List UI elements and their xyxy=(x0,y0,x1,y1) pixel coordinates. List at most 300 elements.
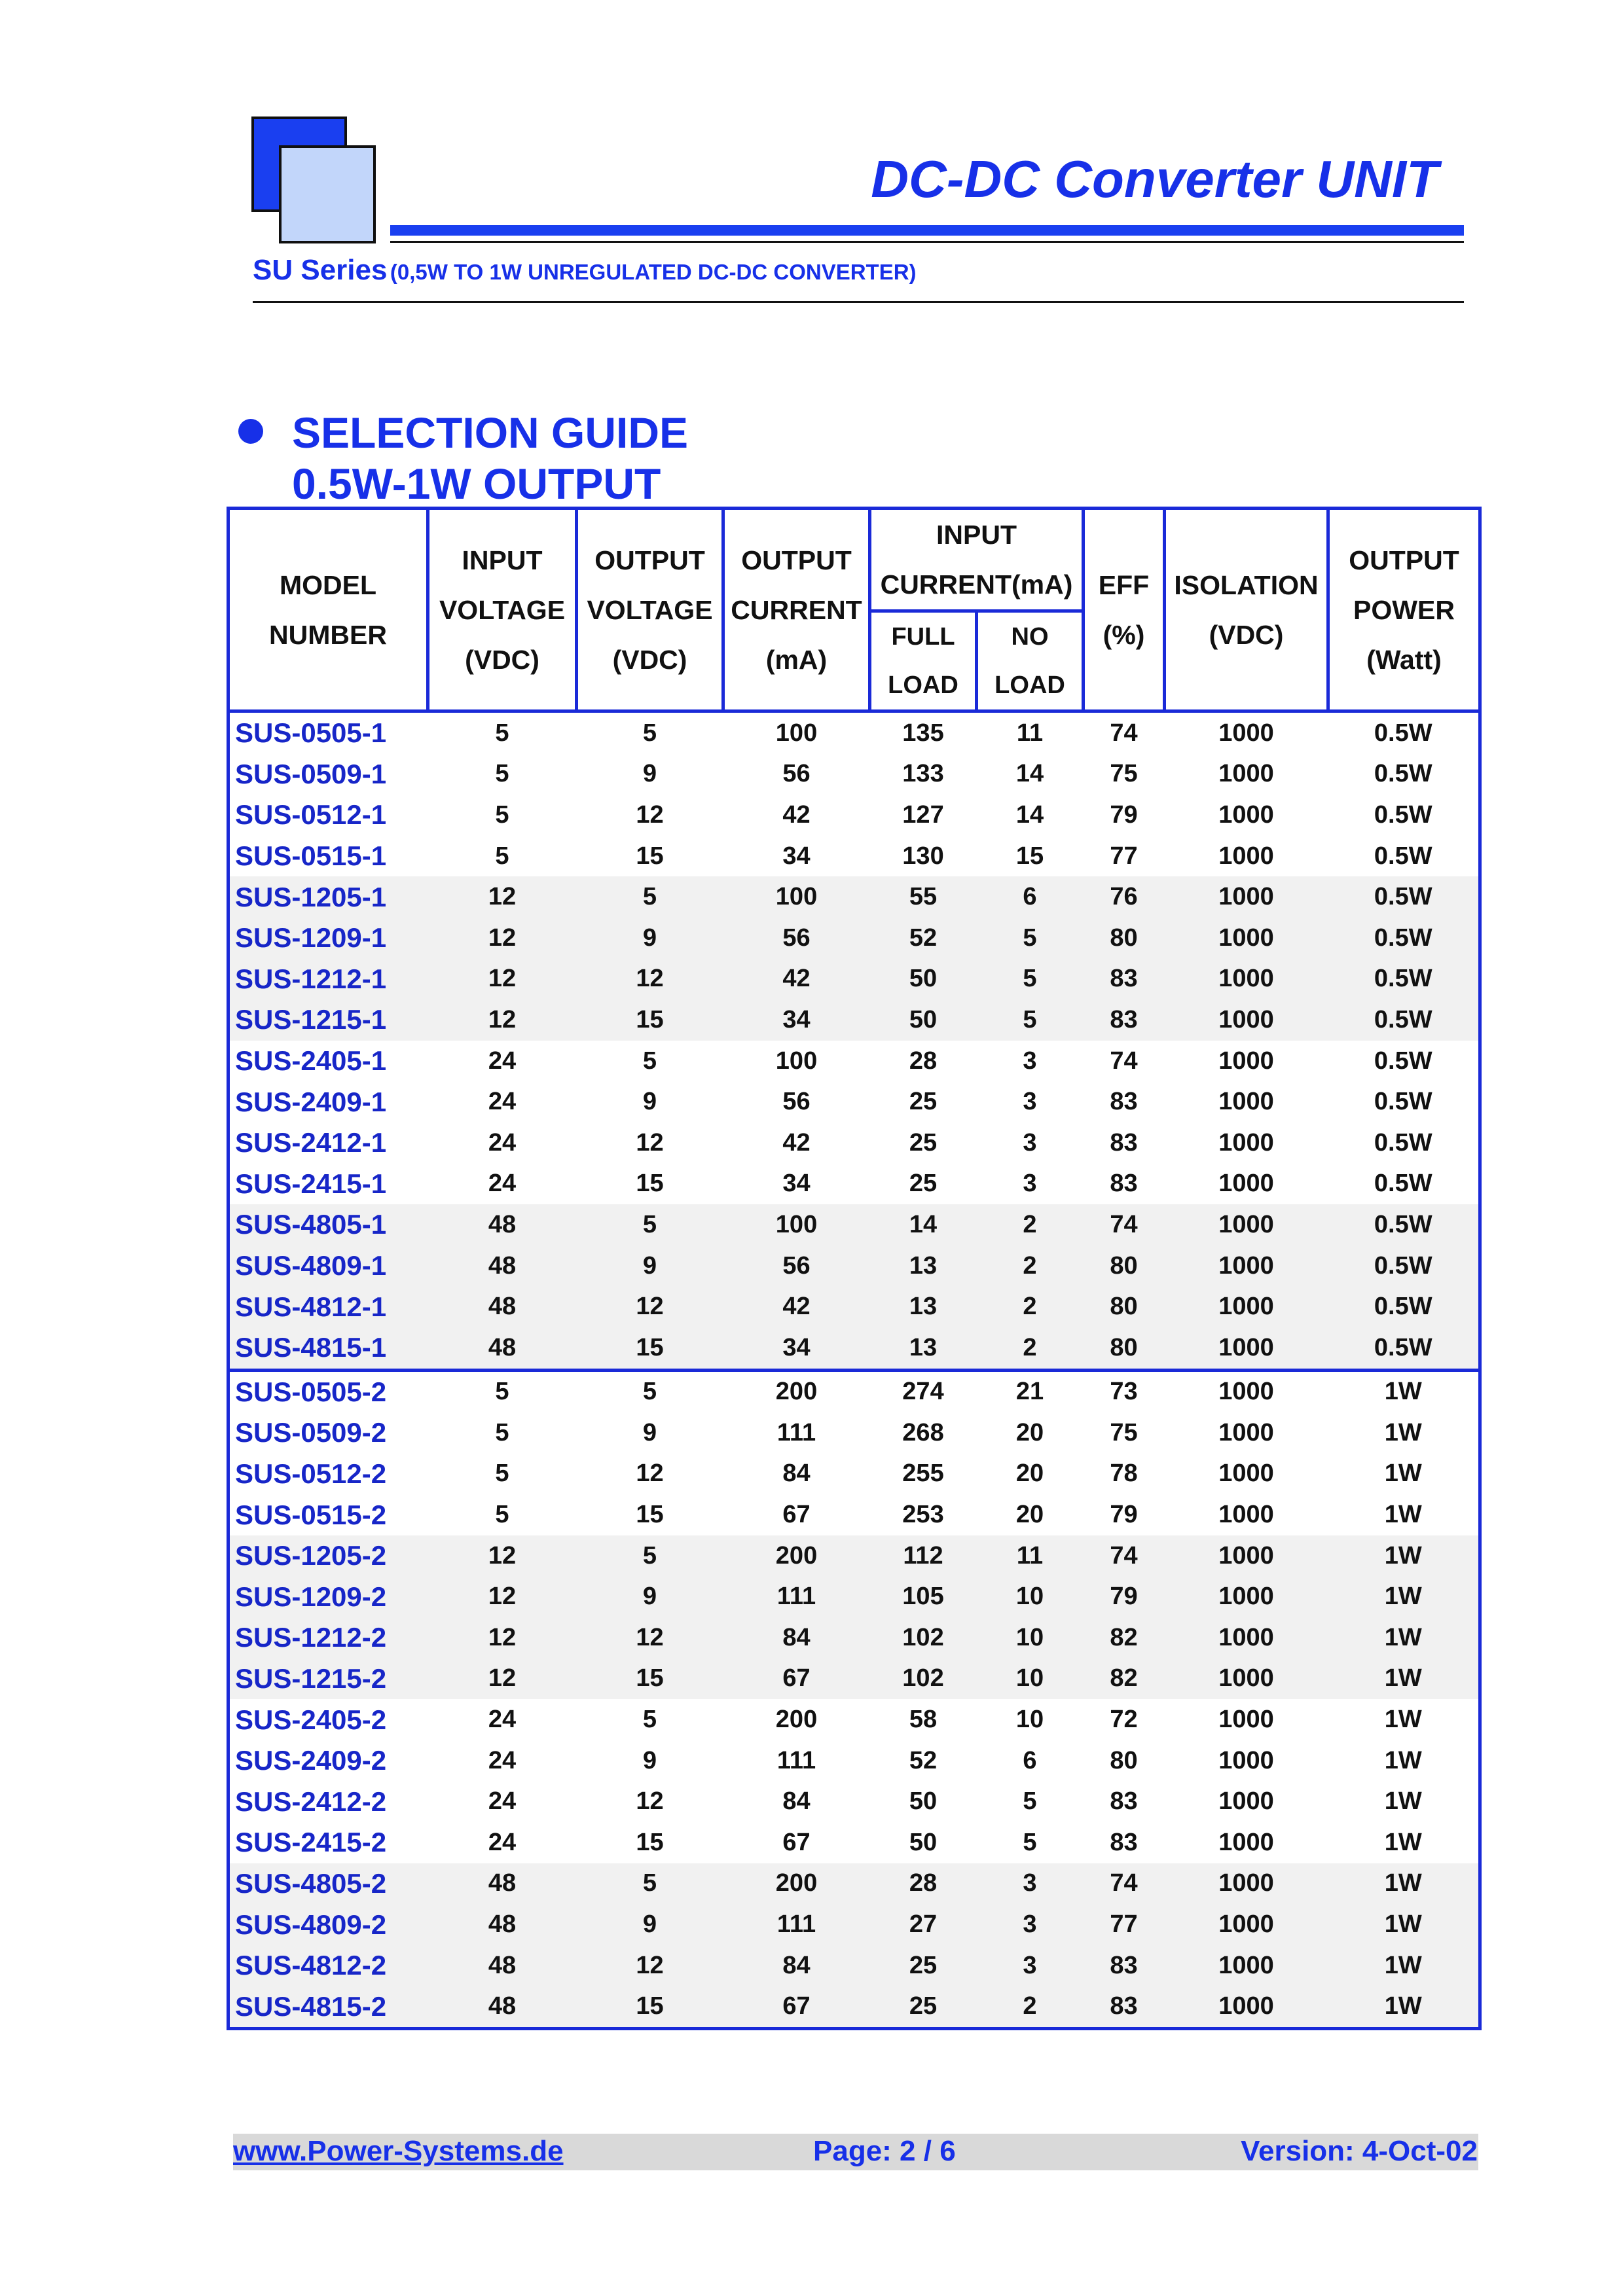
cell-output-power: 1W xyxy=(1328,1945,1480,1986)
cell-no-load-current: 5 xyxy=(977,959,1084,1000)
cell-output-current: 34 xyxy=(782,842,811,870)
cell-no-load-current: 2 xyxy=(977,1986,1084,2028)
cell-isolation: 1000 xyxy=(1218,1706,1274,1734)
cell-efficiency: 83 xyxy=(1084,1945,1165,1986)
cell-input-voltage: 24 xyxy=(488,1088,517,1116)
cell-output-voltage: 15 xyxy=(636,842,664,870)
table-row xyxy=(228,1204,1480,1246)
cell-model: SUS-0505-2 xyxy=(235,1376,387,1407)
cell-model: SUS-1205-2 xyxy=(228,1535,428,1577)
cell-no-load-current: 6 xyxy=(1023,1746,1037,1774)
header-efficiency: EFF (%) xyxy=(1084,509,1165,711)
header-no-load: NO LOAD xyxy=(977,611,1084,711)
table-row xyxy=(228,795,1480,836)
cell-model: SUS-1209-2 xyxy=(228,1576,428,1617)
table-row xyxy=(228,1863,1480,1905)
cell-output-power: 0.5W xyxy=(1374,1170,1432,1198)
cell-model: SUS-4812-2 xyxy=(228,1945,428,1986)
cell-no-load-current: 10 xyxy=(1015,1706,1044,1734)
cell-output-power: 0.5W xyxy=(1374,760,1432,788)
cell-full-load-current: 50 xyxy=(870,999,977,1041)
cell-no-load-current: 3 xyxy=(977,1863,1084,1905)
cell-efficiency: 75 xyxy=(1110,760,1138,788)
cell-input-voltage: 24 xyxy=(488,1170,517,1198)
table-row xyxy=(228,1041,1480,1082)
cell-output-current: 34 xyxy=(782,1170,811,1198)
cell-output-power: 0.5W xyxy=(1328,999,1480,1041)
cell-full-load-current: 135 xyxy=(902,719,944,747)
table-row xyxy=(228,1327,1480,1370)
cell-full-load-current: 105 xyxy=(870,1576,977,1617)
cell-output-power: 0.5W xyxy=(1374,800,1432,829)
table-row xyxy=(228,1659,1480,1700)
cell-full-load-current: 13 xyxy=(870,1246,977,1287)
cell-efficiency: 80 xyxy=(1084,1286,1165,1327)
footer-page-number: Page: 2 / 6 xyxy=(813,2135,956,2167)
cell-full-load-current: 55 xyxy=(870,876,977,918)
cell-model: SUS-4815-1 xyxy=(228,1327,428,1370)
cell-output-voltage: 12 xyxy=(577,959,723,1000)
table-row xyxy=(228,1412,1480,1454)
cell-efficiency: 80 xyxy=(1084,1327,1165,1370)
cell-output-power: 0.5W xyxy=(1374,842,1432,870)
cell-output-current: 56 xyxy=(782,1088,811,1116)
series-name: SU Series xyxy=(253,254,388,286)
cell-output-power: 1W xyxy=(1384,1501,1422,1529)
header-input-current: INPUT CURRENT(mA) xyxy=(870,509,1084,611)
cell-no-load-current: 10 xyxy=(977,1617,1084,1659)
cell-output-current: 111 xyxy=(776,1746,816,1774)
cell-output-voltage: 9 xyxy=(577,1246,723,1287)
cell-output-current: 111 xyxy=(723,1904,870,1945)
cell-input-voltage: 24 xyxy=(488,1706,517,1734)
cell-no-load-current: 20 xyxy=(1015,1418,1044,1446)
cell-output-current: 84 xyxy=(782,1460,811,1488)
cell-isolation: 1000 xyxy=(1218,1828,1274,1856)
cell-model: SUS-0515-2 xyxy=(235,1499,387,1530)
cell-efficiency: 78 xyxy=(1110,1460,1138,1488)
cell-efficiency: 76 xyxy=(1084,876,1165,918)
cell-efficiency: 73 xyxy=(1110,1378,1138,1406)
cell-model: SUS-2415-2 xyxy=(235,1827,387,1858)
cell-isolation: 1000 xyxy=(1165,999,1328,1041)
section-title-line1: SELECTION GUIDE xyxy=(292,408,689,457)
cell-output-current: 111 xyxy=(723,1576,870,1617)
cell-output-voltage: 5 xyxy=(642,1378,657,1406)
cell-input-voltage: 12 xyxy=(428,959,577,1000)
cell-output-current: 67 xyxy=(723,1986,870,2028)
cell-no-load-current: 2 xyxy=(977,1246,1084,1287)
header-full-load: FULL LOAD xyxy=(870,611,977,711)
cell-output-current: 100 xyxy=(775,1047,818,1075)
cell-full-load-current: 50 xyxy=(909,1787,938,1816)
footer-website-link[interactable]: www.Power-Systems.de xyxy=(233,2135,564,2167)
cell-full-load-current: 52 xyxy=(909,1746,938,1774)
cell-no-load-current: 5 xyxy=(1023,1787,1037,1816)
cell-model: SUS-0512-1 xyxy=(235,799,387,831)
cell-input-voltage: 5 xyxy=(495,1501,509,1529)
cell-output-power: 1W xyxy=(1384,1746,1422,1774)
cell-model: SUS-0509-2 xyxy=(235,1417,387,1448)
cell-output-voltage: 12 xyxy=(636,1787,664,1816)
cell-output-power: 0.5W xyxy=(1374,1088,1432,1116)
cell-output-voltage: 9 xyxy=(642,760,657,788)
cell-output-current: 56 xyxy=(782,760,811,788)
cell-efficiency: 79 xyxy=(1110,1501,1138,1529)
cell-efficiency: 77 xyxy=(1110,842,1138,870)
cell-efficiency: 83 xyxy=(1084,959,1165,1000)
cell-isolation: 1000 xyxy=(1218,800,1274,829)
cell-isolation: 1000 xyxy=(1165,918,1328,959)
cell-full-load-current: 25 xyxy=(870,1986,977,2028)
cell-efficiency: 74 xyxy=(1110,1047,1138,1075)
cell-full-load-current: 50 xyxy=(909,1828,938,1856)
cell-isolation: 1000 xyxy=(1165,1904,1328,1945)
cell-efficiency: 83 xyxy=(1110,1128,1138,1157)
cell-output-current: 42 xyxy=(723,1286,870,1327)
cell-isolation: 1000 xyxy=(1218,1460,1274,1488)
series-subtitle xyxy=(253,254,917,287)
cell-output-voltage: 15 xyxy=(577,1986,723,2028)
cell-output-current: 67 xyxy=(723,1659,870,1700)
header-input-voltage: INPUT VOLTAGE (VDC) xyxy=(428,509,577,711)
cell-output-voltage: 12 xyxy=(636,1128,664,1157)
cell-full-load-current: 255 xyxy=(902,1460,944,1488)
cell-no-load-current: 5 xyxy=(977,918,1084,959)
cell-no-load-current: 6 xyxy=(977,876,1084,918)
cell-full-load-current: 28 xyxy=(909,1047,938,1075)
cell-output-voltage: 9 xyxy=(577,1904,723,1945)
cell-efficiency: 82 xyxy=(1084,1659,1165,1700)
cell-full-load-current: 28 xyxy=(870,1863,977,1905)
table-row xyxy=(228,1535,1480,1577)
cell-output-current: 34 xyxy=(723,1327,870,1370)
cell-isolation: 1000 xyxy=(1218,1746,1274,1774)
cell-no-load-current: 10 xyxy=(977,1659,1084,1700)
cell-input-voltage: 24 xyxy=(488,1047,517,1075)
cell-output-power: 0.5W xyxy=(1374,1047,1432,1075)
cell-full-load-current: 14 xyxy=(870,1204,977,1246)
table-row xyxy=(228,1576,1480,1617)
cell-isolation: 1000 xyxy=(1218,719,1274,747)
cell-input-voltage: 48 xyxy=(428,1863,577,1905)
cell-input-voltage: 48 xyxy=(428,1286,577,1327)
document-title: DC-DC Converter UNIT xyxy=(871,150,1438,208)
header-output-voltage: OUTPUT VOLTAGE (VDC) xyxy=(577,509,723,711)
cell-full-load-current: 127 xyxy=(902,800,944,829)
cell-no-load-current: 14 xyxy=(1015,760,1044,788)
cell-full-load-current: 133 xyxy=(902,760,944,788)
cell-input-voltage: 24 xyxy=(488,1828,517,1856)
cell-no-load-current: 3 xyxy=(1023,1170,1037,1198)
cell-output-current: 56 xyxy=(723,1246,870,1287)
cell-isolation: 1000 xyxy=(1165,1659,1328,1700)
cell-output-power: 1W xyxy=(1384,1378,1422,1406)
cell-full-load-current: 13 xyxy=(870,1286,977,1327)
cell-output-power: 0.5W xyxy=(1374,719,1432,747)
cell-output-current: 100 xyxy=(775,719,818,747)
cell-input-voltage: 12 xyxy=(428,1576,577,1617)
cell-output-power: 1W xyxy=(1328,1659,1480,1700)
cell-output-current: 111 xyxy=(776,1418,816,1446)
table-row xyxy=(228,1822,1480,1863)
cell-output-power: 0.5W xyxy=(1328,1204,1480,1246)
table-row xyxy=(228,1246,1480,1287)
header-model-number: MODEL NUMBER xyxy=(228,509,428,711)
cell-isolation: 1000 xyxy=(1218,1378,1274,1406)
cell-isolation: 1000 xyxy=(1165,1945,1328,1986)
cell-output-power: 1W xyxy=(1384,1706,1422,1734)
cell-output-voltage: 15 xyxy=(636,1828,664,1856)
cell-model: SUS-1215-1 xyxy=(228,999,428,1041)
cell-output-current: 200 xyxy=(723,1863,870,1905)
cell-output-voltage: 15 xyxy=(577,1659,723,1700)
cell-model: SUS-4815-2 xyxy=(228,1986,428,2028)
cell-full-load-current: 102 xyxy=(870,1617,977,1659)
cell-model: SUS-2409-1 xyxy=(235,1086,387,1117)
subtitle-rule xyxy=(253,301,1464,303)
table-row xyxy=(228,1286,1480,1327)
cell-no-load-current: 5 xyxy=(977,999,1084,1041)
cell-isolation: 1000 xyxy=(1218,1047,1274,1075)
cell-input-voltage: 5 xyxy=(495,719,509,747)
cell-model: SUS-0509-1 xyxy=(235,758,387,789)
cell-output-current: 100 xyxy=(723,876,870,918)
cell-efficiency: 83 xyxy=(1110,1088,1138,1116)
cell-output-voltage: 5 xyxy=(577,876,723,918)
cell-no-load-current: 5 xyxy=(1023,1828,1037,1856)
cell-output-power: 1W xyxy=(1328,1986,1480,2028)
cell-isolation: 1000 xyxy=(1218,760,1274,788)
cell-efficiency: 74 xyxy=(1084,1863,1165,1905)
cell-no-load-current: 3 xyxy=(977,1945,1084,1986)
cell-output-power: 1W xyxy=(1384,1828,1422,1856)
cell-no-load-current: 11 xyxy=(977,1535,1084,1577)
cell-efficiency: 83 xyxy=(1110,1828,1138,1856)
cell-efficiency: 83 xyxy=(1110,1787,1138,1816)
table-row xyxy=(228,1904,1480,1945)
cell-no-load-current: 3 xyxy=(1023,1088,1037,1116)
cell-full-load-current: 112 xyxy=(870,1535,977,1577)
cell-no-load-current: 3 xyxy=(1023,1128,1037,1157)
cell-isolation: 1000 xyxy=(1165,1327,1328,1370)
table-row xyxy=(228,836,1480,877)
cell-efficiency: 82 xyxy=(1084,1617,1165,1659)
cell-efficiency: 80 xyxy=(1084,918,1165,959)
cell-model: SUS-4809-1 xyxy=(228,1246,428,1287)
cell-output-voltage: 9 xyxy=(642,1418,657,1446)
cell-input-voltage: 12 xyxy=(428,918,577,959)
cell-model: SUS-4805-2 xyxy=(228,1863,428,1905)
table-row xyxy=(228,1699,1480,1740)
cell-efficiency: 77 xyxy=(1084,1904,1165,1945)
cell-no-load-current: 2 xyxy=(977,1286,1084,1327)
cell-output-power: 1W xyxy=(1384,1787,1422,1816)
cell-input-voltage: 12 xyxy=(428,1617,577,1659)
table-row xyxy=(228,876,1480,918)
cell-isolation: 1000 xyxy=(1165,1986,1328,2028)
cell-input-voltage: 5 xyxy=(495,842,509,870)
cell-output-voltage: 15 xyxy=(577,999,723,1041)
table-row xyxy=(228,1781,1480,1822)
cell-no-load-current: 2 xyxy=(977,1204,1084,1246)
cell-output-voltage: 9 xyxy=(577,1576,723,1617)
table-row xyxy=(228,711,1480,754)
cell-output-voltage: 9 xyxy=(577,918,723,959)
cell-output-voltage: 9 xyxy=(642,1088,657,1116)
cell-efficiency: 74 xyxy=(1084,1535,1165,1577)
cell-model: SUS-1212-1 xyxy=(228,959,428,1000)
cell-output-current: 42 xyxy=(782,1128,811,1157)
cell-full-load-current: 253 xyxy=(902,1501,944,1529)
cell-input-voltage: 5 xyxy=(495,800,509,829)
cell-input-voltage: 48 xyxy=(428,1246,577,1287)
cell-isolation: 1000 xyxy=(1218,1170,1274,1198)
cell-efficiency: 79 xyxy=(1084,1576,1165,1617)
cell-output-current: 34 xyxy=(723,999,870,1041)
cell-full-load-current: 25 xyxy=(909,1088,938,1116)
table-row xyxy=(228,959,1480,1000)
cell-output-voltage: 15 xyxy=(636,1501,664,1529)
cell-output-voltage: 15 xyxy=(636,1170,664,1198)
cell-output-current: 42 xyxy=(782,800,811,829)
cell-model: SUS-2412-2 xyxy=(235,1785,387,1817)
logo-front-square xyxy=(279,145,376,243)
cell-efficiency: 80 xyxy=(1110,1746,1138,1774)
cell-isolation: 1000 xyxy=(1165,1204,1328,1246)
cell-full-load-current: 50 xyxy=(870,959,977,1000)
table-row xyxy=(228,1122,1480,1164)
cell-isolation: 1000 xyxy=(1218,1418,1274,1446)
cell-input-voltage: 5 xyxy=(495,1378,509,1406)
section-title-line2: 0.5W-1W OUTPUT xyxy=(292,459,661,508)
cell-output-power: 0.5W xyxy=(1328,876,1480,918)
cell-isolation: 1000 xyxy=(1218,1501,1274,1529)
cell-no-load-current: 21 xyxy=(1015,1378,1044,1406)
cell-output-current: 67 xyxy=(782,1501,811,1529)
cell-full-load-current: 25 xyxy=(870,1945,977,1986)
cell-input-voltage: 12 xyxy=(428,999,577,1041)
series-description: (0,5W TO 1W UNREGULATED DC-DC CONVERTER) xyxy=(390,260,917,284)
table-row xyxy=(228,1740,1480,1782)
cell-model: SUS-1205-1 xyxy=(228,876,428,918)
cell-output-current: 84 xyxy=(723,1945,870,1986)
cell-output-current: 100 xyxy=(723,1204,870,1246)
cell-output-power: 1W xyxy=(1384,1460,1422,1488)
cell-output-current: 200 xyxy=(775,1706,818,1734)
cell-output-power: 0.5W xyxy=(1328,959,1480,1000)
cell-output-voltage: 15 xyxy=(577,1327,723,1370)
table-row xyxy=(228,918,1480,959)
cell-full-load-current: 268 xyxy=(902,1418,944,1446)
cell-model: SUS-2409-2 xyxy=(235,1745,387,1776)
cell-output-current: 67 xyxy=(782,1828,811,1856)
cell-model: SUS-0515-1 xyxy=(235,840,387,872)
cell-output-power: 1W xyxy=(1328,1863,1480,1905)
cell-output-voltage: 5 xyxy=(642,1706,657,1734)
cell-isolation: 1000 xyxy=(1165,1286,1328,1327)
cell-isolation: 1000 xyxy=(1218,1128,1274,1157)
selection-guide-table xyxy=(227,507,1482,2030)
cell-efficiency: 79 xyxy=(1110,800,1138,829)
cell-isolation: 1000 xyxy=(1165,959,1328,1000)
title-underline-rule xyxy=(390,241,1464,243)
cell-input-voltage: 12 xyxy=(428,1659,577,1700)
cell-isolation: 1000 xyxy=(1165,1246,1328,1287)
cell-efficiency: 74 xyxy=(1084,1204,1165,1246)
cell-no-load-current: 2 xyxy=(977,1327,1084,1370)
table-row xyxy=(228,1454,1480,1495)
cell-isolation: 1000 xyxy=(1165,1863,1328,1905)
cell-full-load-current: 52 xyxy=(870,918,977,959)
cell-output-voltage: 5 xyxy=(577,1863,723,1905)
cell-output-current: 84 xyxy=(782,1787,811,1816)
cell-isolation: 1000 xyxy=(1218,1088,1274,1116)
cell-output-voltage: 12 xyxy=(636,1460,664,1488)
cell-full-load-current: 102 xyxy=(870,1659,977,1700)
table-row xyxy=(228,1617,1480,1659)
cell-input-voltage: 5 xyxy=(495,1460,509,1488)
cell-input-voltage: 48 xyxy=(428,1986,577,2028)
table-header xyxy=(228,509,1480,711)
cell-input-voltage: 48 xyxy=(428,1327,577,1370)
cell-model: SUS-1215-2 xyxy=(228,1659,428,1700)
cell-model: SUS-2412-1 xyxy=(235,1127,387,1158)
cell-output-power: 1W xyxy=(1328,1904,1480,1945)
cell-model: SUS-2405-1 xyxy=(235,1045,387,1077)
table-row xyxy=(228,1494,1480,1535)
table-group-0-5w xyxy=(228,711,1480,1371)
cell-output-current: 200 xyxy=(723,1535,870,1577)
cell-output-current: 56 xyxy=(723,918,870,959)
cell-output-power: 1W xyxy=(1328,1617,1480,1659)
cell-model: SUS-2415-1 xyxy=(235,1168,387,1199)
cell-full-load-current: 25 xyxy=(909,1128,938,1157)
cell-output-voltage: 9 xyxy=(642,1746,657,1774)
cell-output-power: 1W xyxy=(1328,1576,1480,1617)
cell-model: SUS-4805-1 xyxy=(228,1204,428,1246)
cell-isolation: 1000 xyxy=(1165,1576,1328,1617)
footer-version: Version: 4-Oct-02 xyxy=(1241,2135,1478,2167)
bullet-icon xyxy=(238,419,263,444)
cell-output-power: 0.5W xyxy=(1328,1327,1480,1370)
cell-model: SUS-1212-2 xyxy=(228,1617,428,1659)
cell-no-load-current: 20 xyxy=(1015,1460,1044,1488)
cell-input-voltage: 24 xyxy=(488,1746,517,1774)
cell-no-load-current: 11 xyxy=(1016,719,1044,747)
cell-input-voltage: 48 xyxy=(428,1945,577,1986)
cell-isolation: 1000 xyxy=(1218,1787,1274,1816)
table-row xyxy=(228,1945,1480,1986)
cell-efficiency: 80 xyxy=(1084,1246,1165,1287)
cell-output-power: 0.5W xyxy=(1374,1128,1432,1157)
cell-output-current: 200 xyxy=(775,1378,818,1406)
cell-input-voltage: 5 xyxy=(495,1418,509,1446)
cell-no-load-current: 10 xyxy=(977,1576,1084,1617)
cell-output-voltage: 12 xyxy=(577,1945,723,1986)
cell-no-load-current: 15 xyxy=(1015,842,1044,870)
cell-isolation: 1000 xyxy=(1165,1535,1328,1577)
table-row xyxy=(228,999,1480,1041)
title-underline-bar xyxy=(390,225,1464,236)
table-row xyxy=(228,754,1480,795)
cell-output-current: 42 xyxy=(723,959,870,1000)
cell-efficiency: 83 xyxy=(1084,1986,1165,2028)
cell-model: SUS-0512-2 xyxy=(235,1458,387,1489)
cell-input-voltage: 12 xyxy=(428,1535,577,1577)
cell-full-load-current: 274 xyxy=(902,1378,944,1406)
cell-full-load-current: 25 xyxy=(909,1170,938,1198)
